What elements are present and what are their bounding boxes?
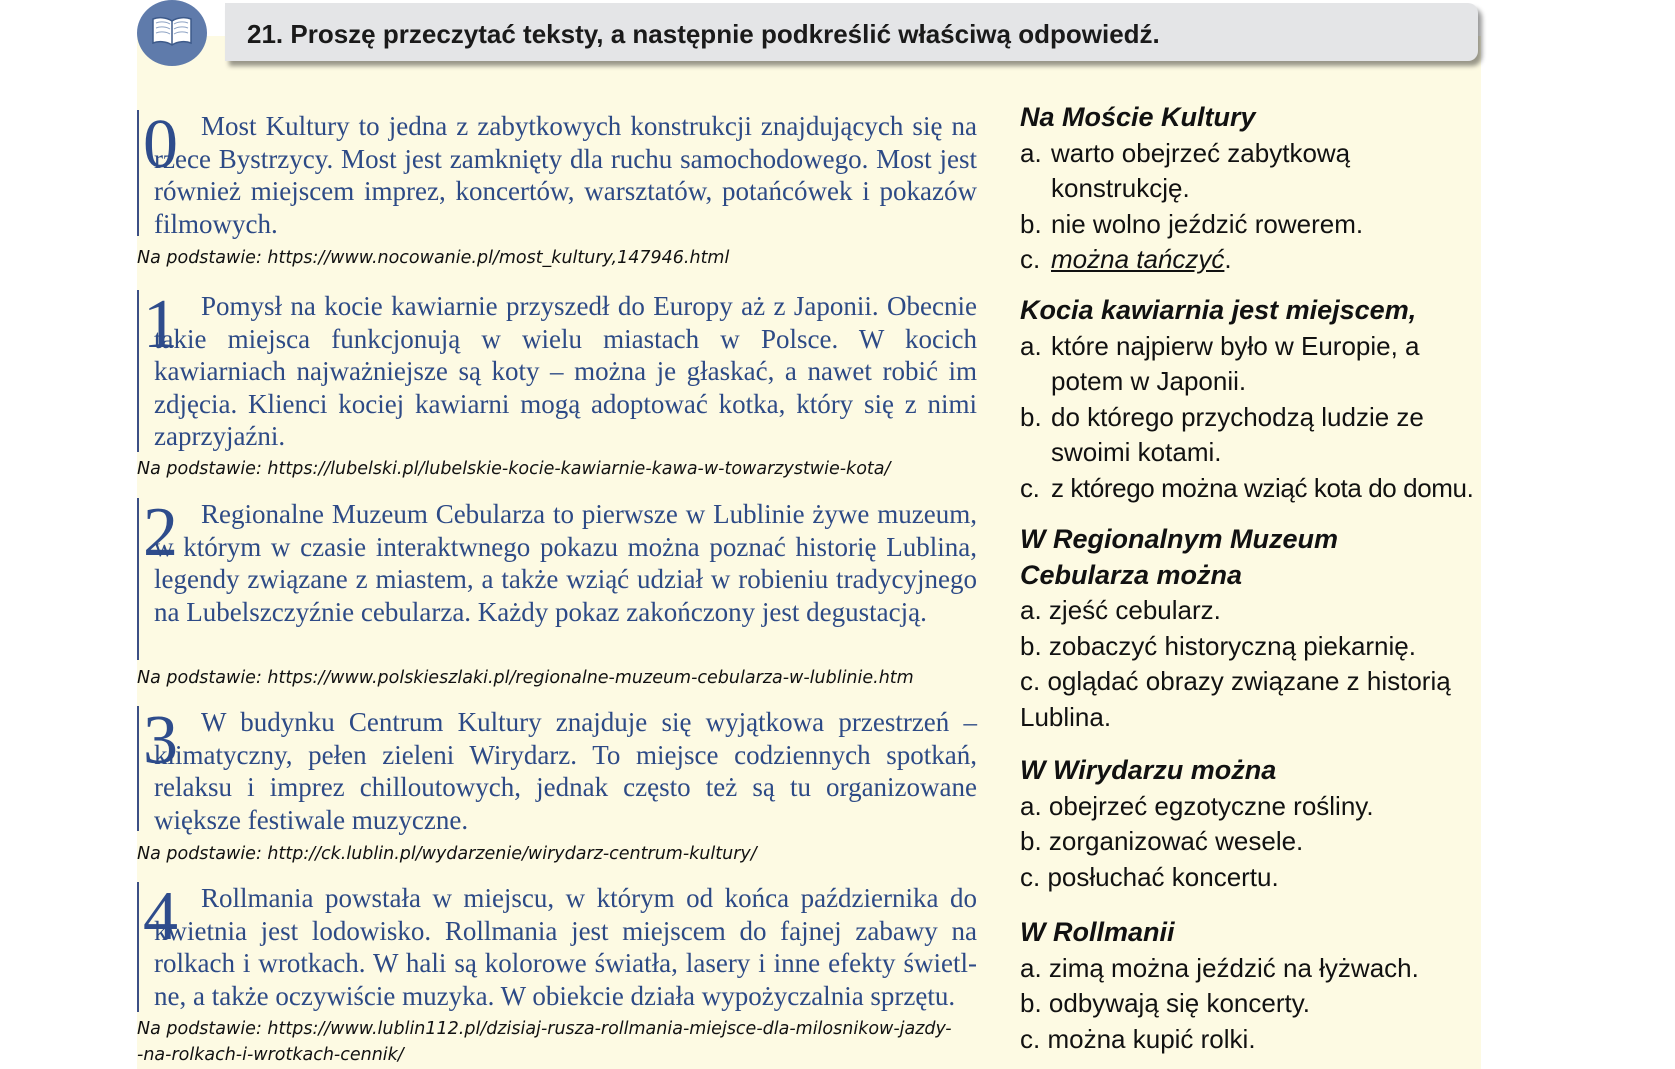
- question-0: [1020, 100, 1480, 278]
- answer-option-a[interactable]: a. zjeść cebularz.: [1020, 595, 1221, 625]
- text-marker-bar: [137, 706, 139, 831]
- text-paragraph: W budynku Centrum Kultury znajduje się wyjątkowa przestrzeń – klimatyczny, pełen zieleni Wirydarz. To miejsce codziennych spotkań, relaksu i imprez chilloutowych, jednak często też są tu organizowane większe festiwale muzyczne.: [154, 707, 977, 835]
- text-source: Na podstawie: http://ck.lublin.pl/wydarzenie/wirydarz-centrum-kultury/: [137, 844, 757, 864]
- text-source: Na podstawie: https://www.nocowanie.pl/most_kultury,147946.html: [137, 248, 730, 268]
- text-block-4: [137, 878, 977, 1012]
- text-marker-bar: [137, 290, 139, 452]
- text-paragraph: Regionalne Muzeum Cebularza to pierwsze w Lublinie żywe muzeum, w którym w czasie interaktwnego pokazu można poznać historię Lublina, legendy związane z miastem, a także wziąć udział w robieniu tradycyjnego na Lubelszczyźnie cebularza. Każdy pokaz zakończony jest degustacją.: [154, 499, 977, 627]
- underlined-answer: można tańczyć: [1051, 244, 1225, 274]
- book-badge: [137, 0, 207, 66]
- text-block-3: [137, 702, 977, 835]
- question-1: [1020, 293, 1480, 506]
- text-marker-bar: [137, 110, 139, 236]
- open-book-icon: [150, 15, 194, 52]
- text-number: 0: [143, 106, 178, 183]
- answer-option-b[interactable]: b. zobaczyć historyczną piekarnię.: [1020, 630, 1416, 661]
- answer-option-a[interactable]: a. które najpierw było w Europie, a potem w Japonii.: [1020, 330, 1420, 396]
- text-source: Na podstawie: https://lubelski.pl/lubelskie-kocie-kawiarnie-kawa-w-towarzystwie-kota/: [137, 459, 891, 479]
- text-number: 4: [143, 878, 178, 955]
- answer-option-b[interactable]: b. zorganizować wesele.: [1020, 826, 1304, 856]
- question-title: W Rollmanii: [1020, 917, 1175, 947]
- question-4: [1020, 915, 1480, 1057]
- answer-option-a[interactable]: a. obejrzeć egzotyczne rośliny.: [1020, 790, 1374, 821]
- question-title: W Wirydarzu można: [1020, 755, 1277, 785]
- question-title: W Regionalnym Muzeum: [1020, 524, 1339, 554]
- answer-option-c[interactable]: c. można kupić rolki.: [1020, 1023, 1256, 1054]
- question-title: Na Moście Kultury: [1020, 102, 1256, 132]
- text-block-2: [137, 494, 977, 660]
- text-marker-bar: [137, 882, 139, 1012]
- text-paragraph: Pomysł na kocie kawiarnie przyszedł do Europy aż z Japonii. Obecnie takie miejsca funkcjonują w wielu miastach w Polsce. W kocich kawiarniach najważniejsze są koty – można je głaskać, a nawet robić im zdjęcia. Klienci kociej kawiarni mogą adoptować kotka, który się z nimi zaprzyjaźni.: [154, 291, 977, 451]
- text-block-0: [137, 106, 977, 239]
- exercise-header: [225, 3, 1478, 61]
- text-source: [137, 1016, 977, 1068]
- answer-option-a[interactable]: a. warto obejrzeć zabytkową konstrukcję.: [1020, 137, 1351, 203]
- answer-option-c[interactable]: c. z którego można wziąć kota do domu.: [1020, 472, 1474, 503]
- answer-option-c[interactable]: c. oglądać obrazy związane z historią Lublina.: [1020, 666, 1451, 732]
- text-source-line: -na-rolkach-i-wrotkach-cennik/: [137, 1045, 404, 1065]
- text-source: Na podstawie: https://www.polskieszlaki.pl/regionalne-muzeum-cebularza-w-lublinie.htm: [137, 668, 914, 688]
- text-number: 3: [143, 702, 178, 779]
- answer-option-c[interactable]: c. posłuchać koncertu.: [1020, 861, 1279, 892]
- question-title: Cebularza można: [1020, 559, 1243, 590]
- answer-option-b[interactable]: b. do którego przychodzą ludzie ze swoimi kotami.: [1020, 401, 1424, 467]
- text-source-line: Na podstawie: https://www.lublin112.pl/dzisiaj-rusza-rollmania-miejsce-dla-milosnikow-jazdy-: [137, 1019, 952, 1039]
- text-block-1: [137, 286, 977, 452]
- answer-option-c[interactable]: c. można tańczyć.: [1020, 244, 1232, 274]
- question-3: [1020, 753, 1480, 895]
- question-title: Kocia kawiarnia jest miejscem,: [1020, 295, 1417, 325]
- text-marker-bar: [137, 498, 139, 660]
- answer-option-a[interactable]: a. zimą można jeździć na łyżwach.: [1020, 952, 1419, 983]
- text-paragraph: Most Kultury to jedna z zabytkowych konstrukcji znajdujących się na rzece Bystrzycy. Most jest zamknięty dla ruchu samochodowego. Most jest również miejscem imprez, koncertów, warsztatów, potańcówek i pokazów filmowych.: [154, 111, 977, 239]
- answer-option-b[interactable]: b. odbywają się koncerty.: [1020, 988, 1311, 1018]
- answer-option-b[interactable]: b. nie wolno jeździć rowerem.: [1020, 208, 1364, 239]
- question-2: [1020, 522, 1480, 735]
- text-paragraph: Rollmania powstała w miejscu, w którym od końca października do kwietnia jest lodowisko. Rollmania jest miejscem do fajnej zabawy na rolkach i wrotkach. W hali są kolorowe światła, lasery i inne efekty świetlne, a także oczywiście muzyka. W obiekcie działa wypożyczalnia sprzętu.: [154, 883, 977, 1011]
- text-number: 2: [143, 494, 178, 571]
- text-number: 1: [143, 286, 178, 363]
- exercise-instruction: 21. Proszę przeczytać teksty, a następnie podkreślić właściwą odpowiedź.: [247, 19, 1160, 49]
